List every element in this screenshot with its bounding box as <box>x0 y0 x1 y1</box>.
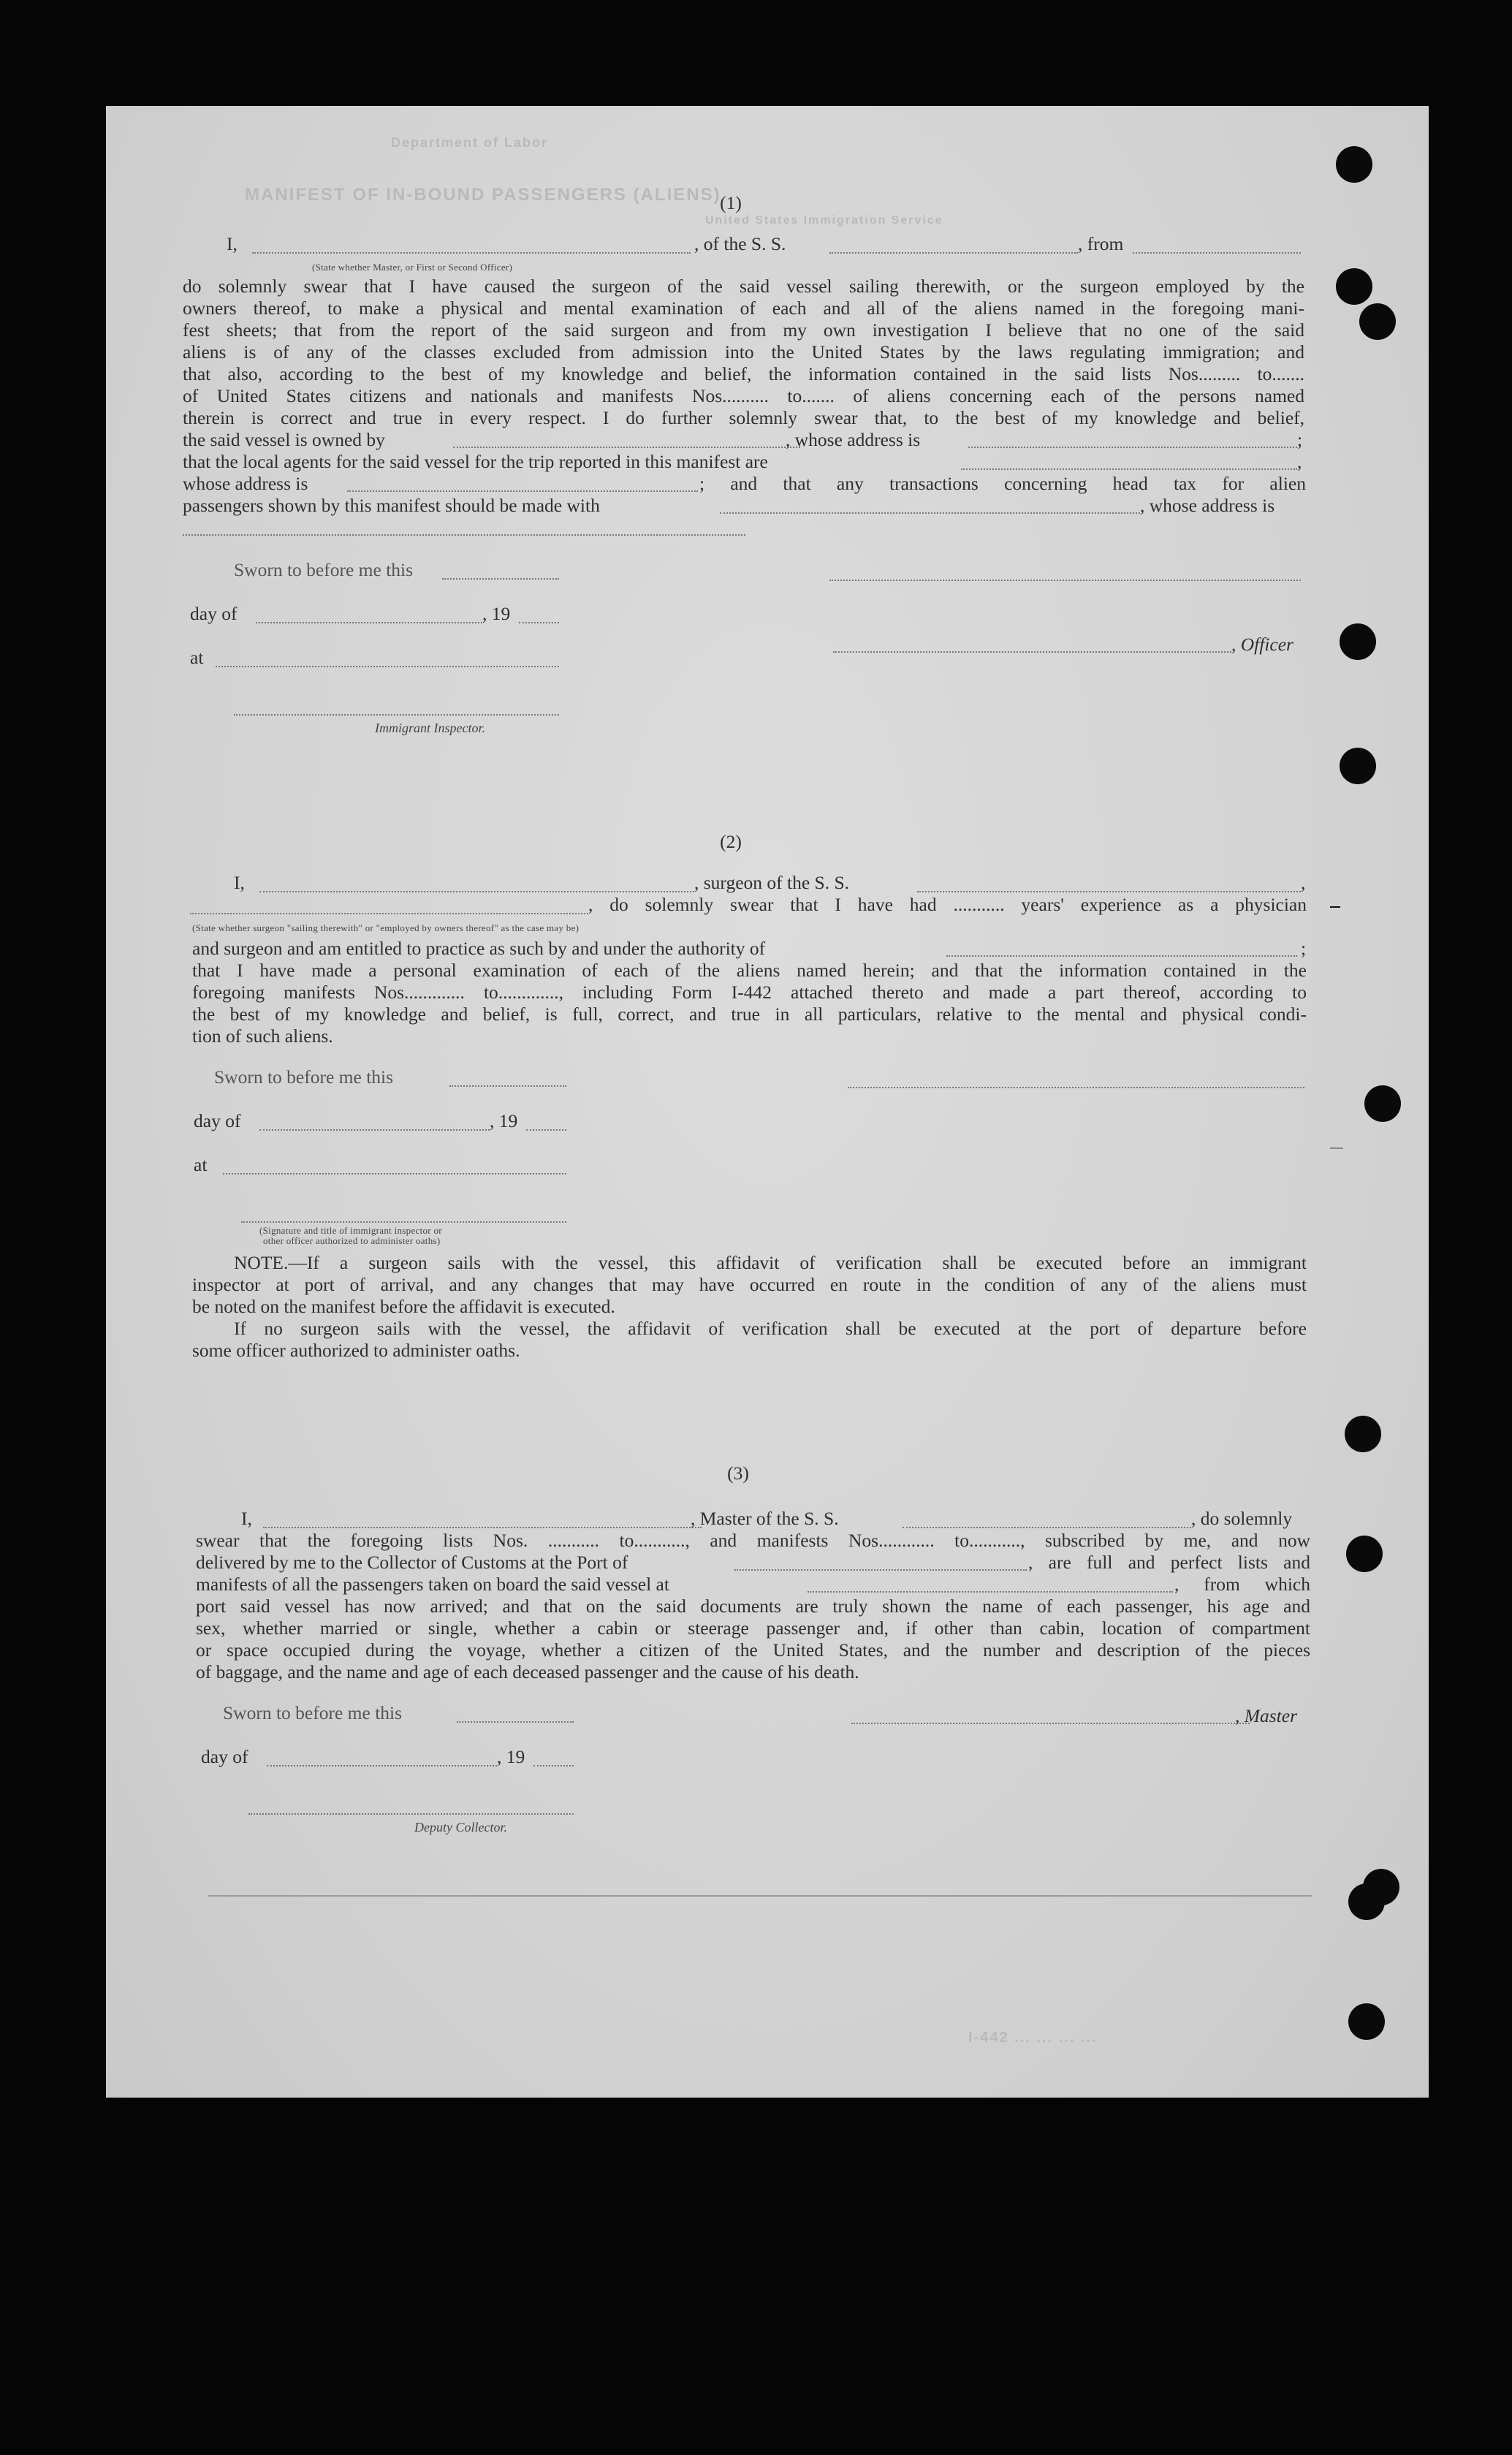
section-1-day-of: day of <box>190 603 238 624</box>
section-3-para-line: or space occupied during the voyage, whether a citizen of the United States, and the number and description of the pieces <box>196 1639 1310 1661</box>
section-1-para-line: that also, according to the best of my knowledge and belief, the information contained in the said lists Nos......... to....... <box>183 363 1304 384</box>
authority-semicolon: ; <box>1301 938 1307 959</box>
bleed-through-header-1: Department of Labor <box>391 135 549 150</box>
inspector-signature-blank[interactable] <box>234 714 559 716</box>
collector-title: Deputy Collector. <box>414 1820 507 1834</box>
section-3-para-line: sex, whether married or single, whether a cabin or steerage passenger and, if other than cabin, location of compartment <box>196 1617 1310 1639</box>
surgeon-status-blank[interactable] <box>190 913 588 914</box>
section-2-para-line: that I have made a personal examination of each of the aliens named herein; and that the information contained in the <box>192 960 1307 981</box>
note-line: NOTE.—If a surgeon sails with the vessel, this affidavit of verification shall be executed before an immigrant <box>234 1252 1307 1273</box>
section-2-do-solemnly: , do solemnly swear that I have had ........... years' experience as a physician <box>588 894 1307 915</box>
section-3-para-line: port said vessel has now arrived; and that on the said documents are truly shown the name of each passenger, his age and <box>196 1595 1310 1617</box>
section-2-surgeon-of: , surgeon of the S. S. <box>694 872 850 893</box>
master-vessel-blank[interactable] <box>903 1527 1191 1528</box>
section-1-sworn: Sworn to before me this <box>234 559 414 580</box>
officer-title: , Officer <box>1231 634 1293 655</box>
binder-hole <box>1336 268 1372 305</box>
owner-address-label: , whose address is <box>786 429 921 450</box>
note2-line: If no surgeon sails with the vessel, the affidavit of verification shall be executed at the port of departure before <box>234 1318 1307 1339</box>
binder-hole <box>1336 146 1372 183</box>
agents-blank[interactable] <box>961 468 1297 470</box>
section-1-para-line: fest sheets; that from the report of the said surgeon and from my own investigation I believe that no one of the said <box>183 319 1304 341</box>
officer-signature-blank[interactable] <box>833 651 1231 653</box>
binder-hole <box>1340 748 1376 784</box>
head-tax-text: ; and that any transactions concerning head tax for alien <box>699 473 1306 494</box>
binder-hole <box>1348 1883 1385 1920</box>
section-3-para-line: of baggage, and the name and age of each deceased passenger and the cause of his death. <box>196 1661 859 1682</box>
master-title: , Master <box>1235 1705 1297 1726</box>
binder-hole <box>1340 623 1376 660</box>
section-1-caption: (State whether Master, or First or Second Officer) <box>312 262 513 273</box>
section-2-number: (2) <box>720 831 742 852</box>
surgeon-vessel-blank[interactable] <box>917 891 1301 892</box>
surgeon-signature-blank[interactable] <box>848 1087 1304 1088</box>
agents-label: that the local agents for the said vessel for the trip reported in this manifest are <box>183 451 768 472</box>
head-tax-contact-blank[interactable] <box>720 512 1140 514</box>
section-2-i: I, <box>234 872 245 893</box>
from-which-text: , from which <box>1174 1574 1310 1595</box>
section-2-year: , 19 <box>490 1110 518 1131</box>
scan-speck <box>1330 1147 1343 1149</box>
section-1-from: , from <box>1078 233 1124 254</box>
inspector-title: Immigrant Inspector. <box>375 721 485 735</box>
owner-blank[interactable] <box>453 447 800 448</box>
section-1-para-line: aliens is of any of the classes excluded from admission into the United States by the laws regulating immigration; and <box>183 341 1304 363</box>
owner-address-blank[interactable] <box>968 447 1297 448</box>
section-3-i: I, <box>241 1508 252 1529</box>
collector-port-label: delivered by me to the Collector of Customs at the Port of <box>196 1552 628 1573</box>
note-line: inspector at port of arrival, and any changes that may have occurred en route in the condition of any of the aliens must <box>192 1274 1307 1295</box>
section-3-master-of: , Master of the S. S. <box>691 1508 839 1529</box>
boarded-port-blank[interactable] <box>808 1591 1173 1593</box>
agents-address-blank[interactable] <box>347 490 698 492</box>
binder-hole <box>1346 1536 1383 1572</box>
section-3-day-of: day of <box>201 1746 248 1767</box>
bleed-through-header-3: United States Immigration Service <box>705 214 943 227</box>
place-blank-2[interactable] <box>223 1173 566 1175</box>
day-of-month-blank-3[interactable] <box>267 1765 497 1767</box>
sworn-date-blank-2[interactable] <box>449 1085 566 1087</box>
year-blank[interactable] <box>519 622 559 623</box>
section-2-day-of: day of <box>194 1110 241 1131</box>
year-blank-2[interactable] <box>526 1129 566 1131</box>
authority-blank[interactable] <box>946 955 1297 957</box>
note2-line: some officer authorized to administer oaths. <box>192 1340 520 1361</box>
section-3-number: (3) <box>727 1462 749 1484</box>
section-1-para-line: owners thereof, to make a physical and mental examination of each and all of the aliens named in the foregoing mani- <box>183 297 1304 319</box>
year-blank-3[interactable] <box>533 1765 574 1767</box>
officer-signature-line-top[interactable] <box>829 580 1301 581</box>
master-signature-blank[interactable] <box>851 1723 1250 1724</box>
section-3-do-solemnly: , do solemnly <box>1191 1508 1293 1529</box>
section-1-para-line: of United States citizens and nationals and manifests Nos.......... to....... of aliens concerning each of the persons named <box>183 385 1304 406</box>
day-of-month-blank[interactable] <box>256 622 482 623</box>
owner-address-semicolon: ; <box>1297 429 1303 450</box>
section-3-para-line: swear that the foregoing lists Nos. ........... to..........., and manifests Nos............ to..........., subscribed by me, and now <box>196 1530 1310 1551</box>
sworn-date-blank-3[interactable] <box>457 1721 574 1723</box>
binder-hole <box>1364 1085 1401 1122</box>
bleed-through-footer: I-442 ... ... ... ... <box>968 2030 1098 2046</box>
section-2-para-line: the best of my knowledge and belief, is full, correct, and true in all particulars, relative to the mental and physical condi- <box>192 1003 1307 1025</box>
binder-hole <box>1359 303 1396 340</box>
full-perfect-text: , are full and perfect lists and <box>1028 1552 1310 1573</box>
section-2-sworn: Sworn to before me this <box>214 1066 394 1088</box>
note-line: be noted on the manifest before the affidavit is executed. <box>192 1296 615 1317</box>
sig-caption-1: (Signature and title of immigrant inspector or <box>259 1225 442 1236</box>
section-2-para-line: foregoing manifests Nos............. to............., including Form I-442 attached thereto and made a part thereof, according to <box>192 982 1307 1003</box>
day-of-month-blank-2[interactable] <box>259 1129 490 1131</box>
section-2-para-line: tion of such aliens. <box>192 1025 333 1047</box>
passengers-label: passengers shown by this manifest should be made with <box>183 495 600 516</box>
binder-hole <box>1345 1416 1381 1452</box>
section-1-i: I, <box>227 233 238 254</box>
authority-label: and surgeon and am entitled to practice as such by and under the authority of <box>192 938 766 959</box>
collector-signature-blank[interactable] <box>248 1813 574 1815</box>
binder-hole <box>1348 2003 1385 2040</box>
sworn-date-blank[interactable] <box>442 578 559 580</box>
section-1-para-line: do solemnly swear that I have caused the surgeon of the said vessel sailing therewith, or the surgeon employed by the <box>183 276 1304 297</box>
from-port-blank[interactable] <box>1133 252 1301 254</box>
place-blank[interactable] <box>216 666 559 667</box>
section-1-of-ss: , of the S. S. <box>694 233 786 254</box>
section-2-caption: (State whether surgeon "sailing therewith" or "employed by owners thereof" as the case may be) <box>192 922 580 933</box>
officer-name-blank[interactable] <box>252 252 691 254</box>
agents-address-label: whose address is <box>183 473 308 494</box>
section-3-sworn: Sworn to before me this <box>223 1702 403 1723</box>
scan-speck <box>1330 906 1340 908</box>
bleed-through-header-2: MANIFEST OF IN-BOUND PASSENGERS (ALIENS) <box>245 185 721 205</box>
section-1-number: (1) <box>720 192 742 213</box>
vessel-name-blank[interactable] <box>829 252 1078 254</box>
agents-comma: , <box>1297 451 1302 472</box>
head-tax-address-blank[interactable] <box>183 534 745 536</box>
document-page <box>106 106 1429 2098</box>
section-1-year: , 19 <box>482 603 511 624</box>
head-tax-address-label: , whose address is <box>1140 495 1275 516</box>
section-1-at: at <box>190 647 204 668</box>
collector-port-blank[interactable] <box>734 1569 1027 1571</box>
section-1-para-line: therein is correct and true in every respect. I do further solemnly swear that, to the best of my knowledge and belief, <box>183 407 1304 428</box>
section-3-year: , 19 <box>497 1746 525 1767</box>
master-name-blank[interactable] <box>263 1527 702 1528</box>
boarded-port-label: manifests of all the passengers taken on board the said vessel at <box>196 1574 669 1595</box>
section-2-comma: , <box>1301 872 1306 893</box>
bottom-divider <box>208 1895 1312 1897</box>
administering-officer-blank[interactable] <box>241 1221 566 1223</box>
sig-caption-2: other officer authorized to administer oaths) <box>263 1235 441 1246</box>
owner-label: the said vessel is owned by <box>183 429 385 450</box>
surgeon-name-blank[interactable] <box>259 891 694 892</box>
section-2-at: at <box>194 1154 208 1175</box>
